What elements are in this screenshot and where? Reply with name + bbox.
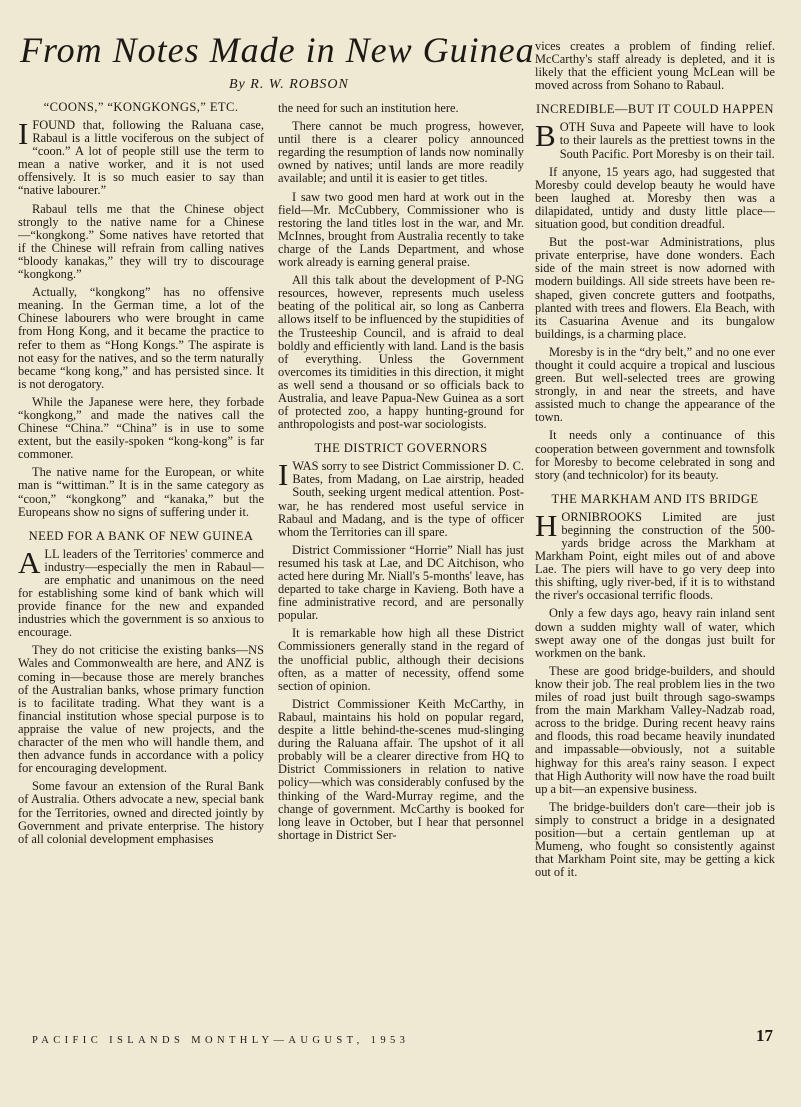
paragraph: The native name for the European, or white man is “wittiman.” It is in the same category as “coon,” “kongkong” and “kanaka,” but the Europeans show no signs of suffering under it. bbox=[18, 465, 264, 519]
column-1 bbox=[18, 100, 264, 1030]
paragraph bbox=[278, 457, 524, 539]
drop-cap: B bbox=[535, 118, 556, 154]
paragraph: Rabaul tells me that the Chinese object strongly to the native name for a Chinese—“kongkong.” Some natives have retorted that if the Chinese will refrain from calling natives “bloody kanakas,” they will try to discourage “kongkong.” bbox=[18, 201, 264, 282]
paragraph: District Commissioner “Horrie” Niall has just resumed his task at Lae, and DC Aitchison, who acted here during Mr. Niall's 5-months' leave, has departed to take charge in Kavieng. Both have a fine administrative record, and are personally popular. bbox=[278, 542, 524, 623]
paragraph: There cannot be much progress, however, until there is a clearer policy announced regarding the resumption of lands now nominally owned by natives; until lands are more readily available; and until it is easier to get titles. bbox=[278, 119, 524, 186]
paragraph: They do not criticise the existing banks—NS Wales and Commonwealth are here, and ANZ is coming in—because those are merely branches of the Australian banks, whose primary function is to facilitate trading. What they want is a financial institution whose special purpose is to appraise the value of new projects, and the character of the men who will handle them, and then advance funds in accordance with a policy for encouraging development. bbox=[18, 643, 264, 776]
paragraph: Actually, “kongkong” has no offensive meaning. In the German time, a lot of the Chinese labourers who were brought in came from Hong Kong, and it became the practice to refer to them as “Hong Kongs.” The aspirate is not easy for the natives, and so the term naturally became “kong kong,” and has persisted since. It is not derogatory. bbox=[18, 285, 264, 391]
paragraph-text: WAS sorry to see District Commissioner D. C. Bates, from Madang, on Lae airstrip, headed South, seeking urgent medical attention. Post-war, he has rendered most useful service in Rabaul and Madang, and is the type of officer whom the Territories can ill spare. bbox=[278, 459, 524, 539]
section-heading-bank: NEED FOR A BANK OF NEW GUINEA bbox=[28, 528, 254, 543]
article-title: From Notes Made in New Guinea bbox=[20, 30, 535, 70]
section-heading-incredible: INCREDIBLE—BUT IT COULD HAPPEN bbox=[536, 102, 774, 117]
paragraph: If anyone, 15 years ago, had suggested that Moresby could develop beauty he would have been laughed at. Moresby then was a dilapidated, untidy and dusty little place—situation good, but condition dreadful. bbox=[535, 164, 775, 232]
running-footer: PACIFIC ISLANDS MONTHLY—AUGUST, 1953 bbox=[32, 1035, 410, 1046]
drop-cap: I bbox=[278, 457, 289, 493]
column-3 bbox=[535, 40, 775, 1030]
paragraph: Some favour an extension of the Rural Bank of Australia. Others advocate a new, special bank for the Territories, owned and directed jointly by Government and private enterprise. The history of all colonial development emphasises bbox=[18, 779, 264, 846]
paragraph bbox=[18, 544, 264, 640]
paragraph-text: OTH Suva and Papeete will have to look to their laurels as the prettiest towns in the South Pacific. Port Moresby is on their tail. bbox=[559, 120, 775, 161]
page-number: 17 bbox=[756, 1026, 773, 1045]
section-heading-coons: “COONS,” “KONGKONGS,” ETC. bbox=[43, 100, 239, 114]
column-2 bbox=[278, 102, 524, 1032]
paragraph: Moresby is in the “dry belt,” and no one ever thought it could acquire a tropical and luscious green. But well-selected trees are growing strongly, in and near the streets, and have assisted much to change the appearance of the town. bbox=[535, 344, 775, 425]
paragraph: Only a few days ago, heavy rain inland sent down a sudden mighty wall of water, which swept away one of the dongas just built for workmen on the bank. bbox=[535, 606, 775, 660]
paragraph: District Commissioner Keith McCarthy, in Rabaul, maintains his hold on popular regard, despite a little behind-the-scenes mud-slinging during the Raluana affair. The upshot of it all probably will be a clearer directive from HQ to District Commissioners in relation to native policy—which was considerably confused by the thinking of the Ward-Murray regime, and the change of government. McCarthy is booked for long leave in October, but I hear that personnel shortage in District Ser- bbox=[278, 696, 524, 842]
paragraph: But the post-war Administrations, plus private enterprise, have done wonders. Each side of the main street is now adorned with modern buildings. All side streets have been re-shaped, given concrete gutters and footpaths, planted with trees and flowers. Ela Beach, with its Casuarina Avenue and its bungalow buildings, is a charming place. bbox=[535, 235, 775, 341]
section-heading-markham: THE MARKHAM AND ITS BRIDGE bbox=[551, 491, 759, 506]
paragraph: It is remarkable how high all these District Commissioners generally stand in the regard of the unofficial public, although their decisions often, as a matter of necessity, offend some section of opinion. bbox=[278, 626, 524, 693]
drop-cap: A bbox=[18, 544, 41, 580]
paragraph-text: ORNIBROOKS Limited are just beginning the construction of the 500-yards bridge across the Markham at Markham Point, eight miles out of and above Lae. The piers will have to go very deep into this shifting, ugly river-bed, if it is to withstand the river's occasional terrific floods. bbox=[535, 509, 775, 603]
paragraph: It needs only a continuance of this cooperation between government and townsfolk for Moresby to become celebrated in song and story (and technicolor) for its beauty. bbox=[535, 428, 775, 482]
drop-cap: H bbox=[535, 507, 558, 543]
paragraph: All this talk about the development of P-NG resources, however, represents much useless beating of the political air, so long as Canberra allows itself to be influenced by the stupidities of the Trusteeship Council, and is afraid to deal boldly and efficiently with land. Land is the basis of everything. Unless the Government overcomes its timidities in this direction, it might as well send a thousand or so officials back to Australia, and leave Papua-New Guinea as a sort of protected zoo, a happy hunting-ground for anthropologists and post-war sociologists. bbox=[278, 273, 524, 432]
byline: By R. W. ROBSON bbox=[229, 77, 349, 92]
paragraph: vices creates a problem of finding relief. McCarthy's staff already is depleted, and it is likely that the efficient young McLean will be moved across from Sohano to Rabaul. bbox=[535, 40, 775, 93]
paragraph: While the Japanese were here, they forbade “kongkong,” and made the natives call the Chinese “China.” “China” is in use to some extent, but the easily-spoken “kong-kong” is far commoner. bbox=[18, 394, 264, 462]
paragraph: I saw two good men hard at work out in the field—Mr. McCubbery, Commissioner who is restoring the land titles lost in the war, and Mr. McInnes, brought from Australia recently to take charge of the Lands Department, and whose work already is earning general praise. bbox=[278, 189, 524, 270]
paragraph: the need for such an institution here. bbox=[278, 102, 459, 115]
paragraph: The bridge-builders don't care—their job is simply to construct a bridge in a designated position—but a certain gentleman up at Mumeng, who fought so consistently against that Markham Point site, may be getting a kick out of it. bbox=[535, 799, 775, 880]
section-heading-district-governors: THE DISTRICT GOVERNORS bbox=[314, 441, 488, 456]
paragraph-text: LL leaders of the Territories' commerce and industry—especially the men in Rabaul—are emphatic and unanimous on the need for establishing some kind of bank which will provide finance for the new and expanded industries which the government is so anxious to encourage. bbox=[18, 546, 264, 640]
paragraph bbox=[18, 116, 264, 198]
paragraph-text: FOUND that, following the Raluana case, Rabaul is a little vociferous on the subject of “coon.” A lot of people still use the term to mean a native worker, and it is not used offensively. It is so much easier to say than “native labourer.” bbox=[18, 118, 264, 198]
paragraph bbox=[535, 118, 775, 161]
drop-cap: I bbox=[18, 116, 29, 151]
paragraph: These are good bridge-builders, and should know their job. The real problem lies in the two miles of road just built through sago-swamps from the main Markham Valley-Nadzab road, across to the bridge. During recent heavy rains and floods, this road became heavily inundated and impassable—obviously, not a suitable highway for this area's rainy season. I expect that High Authority will now have the road built up a bit—an expensive business. bbox=[535, 663, 775, 796]
paragraph bbox=[535, 507, 775, 603]
